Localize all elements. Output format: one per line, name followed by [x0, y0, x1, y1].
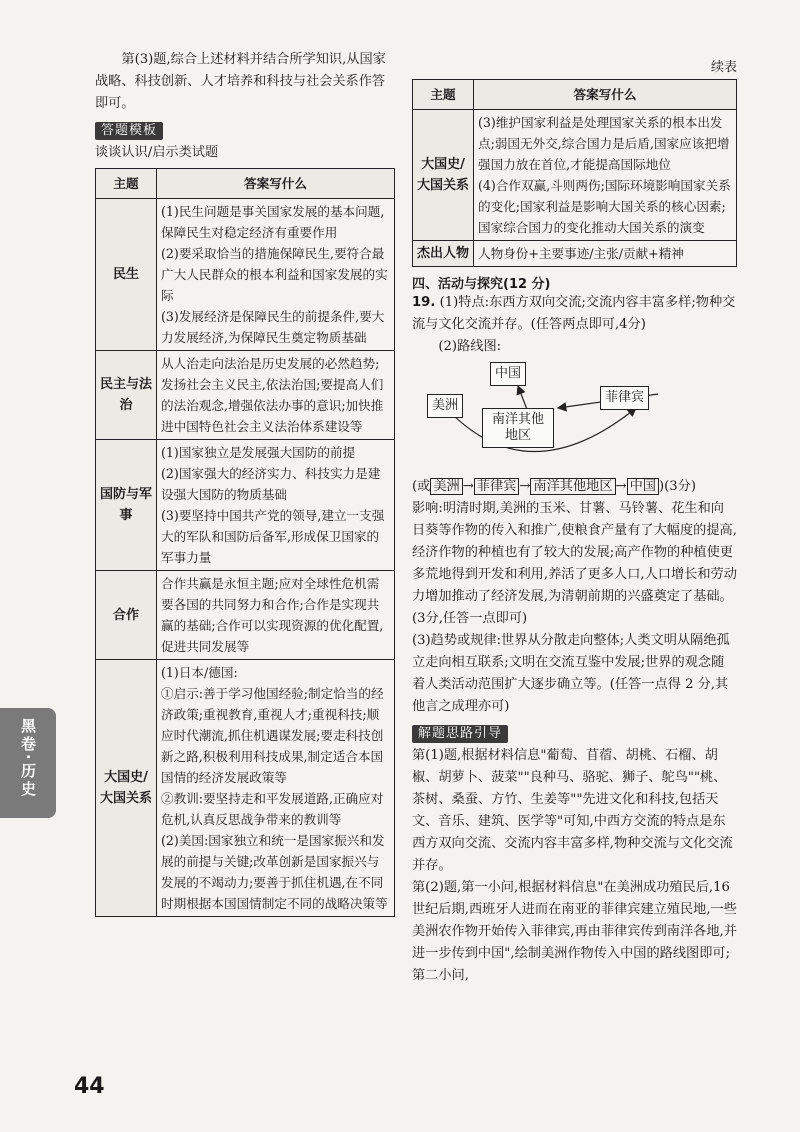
q19-part1-text: (1)特点:东西方双向交流;交流内容丰富多样;物种交流与文化交流并存。(任答两点即可,4分) [412, 295, 736, 332]
row-content: 合作共赢是永恒主题;应对全球性危机需要各国的共同努力和合作;合作是实现共赢的基础;合作可以实现资源的优化配置,促进共同发展等 [157, 571, 395, 660]
row-content: 人物身份+主要事迹/主张/贡献+精神 [474, 241, 737, 267]
table-row [413, 110, 737, 241]
row-topic: 国防与军事 [96, 440, 157, 571]
guide-paragraph-2: 第(2)题,第一小问,根据材料信息"在美洲成功殖民后,16 世纪后期,西班牙人进而在南亚的菲律宾建立殖民地,一些美洲农作物开始传入菲律宾,再由菲律宾传到南洋各地,并进一步传到中国",绘制美洲作物传入中国的路线图即可;第二小问, [412, 880, 737, 983]
route-arrows [422, 362, 722, 472]
chain-item: 美洲 [430, 478, 462, 495]
row-topic: 杰出人物 [413, 241, 474, 267]
subject-side-tab [0, 708, 56, 818]
answer-template-table [95, 168, 395, 917]
route-diagram [422, 362, 722, 472]
table-row [96, 571, 395, 660]
table-row [413, 241, 737, 267]
table-row [96, 351, 395, 440]
header-content: 答案写什么 [157, 169, 395, 199]
table-row [96, 440, 395, 571]
q19-influence: 影响:明清时期,美洲的玉米、甘薯、马铃薯、花生和向日葵等作物的传入和推广,使粮食产量有了大幅度的提高,经济作物的种植也有了较大的发展;高产作物的种植使更多荒地得到开发和利用,养活了更多人口,人口增长和劳动力增加推动了经济发展,为清朝前期的兴盛奠定了基础。(3分,任答一点即可) [412, 501, 737, 626]
table-row [96, 199, 395, 351]
guide-paragraph-1: 第(1)题,根据材料信息"葡萄、苜蓿、胡桃、石榴、胡椒、胡萝卜、菠菜""良种马、骆驼、狮子、鸵鸟""桃、茶树、桑蚕、方竹、生姜等""先进文化和科技,包括天文、音乐、建筑、医学等"可知,中西方交流的特点是东西方双向交流、交流内容丰富多样,物种交流与文化交流并存。 [412, 748, 733, 873]
question-number: 19. [412, 295, 436, 310]
template-header [95, 119, 395, 140]
node-philippines: 菲律宾 [600, 386, 649, 410]
left-column [95, 0, 395, 917]
row-topic: 大国史/大国关系 [96, 660, 157, 917]
q19-part2-label: (2)路线图: [438, 339, 502, 354]
page-number: 44 [74, 1074, 105, 1099]
chain-prefix: (或 [412, 479, 431, 494]
row-topic: 合作 [96, 571, 157, 660]
section-title: 四、活动与探究(12 分) [412, 277, 551, 292]
row-content: (3)维护国家利益是处理国家关系的根本出发点;弱国无外交,综合国力是后盾,国家应该把增强国力放在首位,才能提高国际地位 (4)合作双赢,斗则两伤;国际环境影响国家关系的变化;国家利益是影响大国关系的核心因素;国家综合国力的变化推动大国关系的演变 [474, 110, 737, 241]
right-column [412, 0, 737, 987]
node-americas: 美洲 [427, 394, 463, 418]
chain-item: 中国 [627, 478, 659, 495]
chain-item: 南洋其他地区 [530, 478, 615, 495]
route-chain: (或 美洲 → 菲律宾 → 南洋其他地区 → 中国 )(3分) [412, 479, 696, 494]
side-tab-label: 黑卷·历史 [19, 718, 37, 799]
guide-header [412, 722, 737, 743]
table-header-row [413, 80, 737, 110]
guide-label: 解题思路引导 [412, 725, 508, 743]
template-label: 答题模板 [95, 122, 163, 140]
chain-item: 菲律宾 [474, 478, 520, 495]
continued-table [412, 79, 737, 267]
row-content: (1)国家独立是发展强大国防的前提 (2)国家强大的经济实力、科技实力是建设强大国防的物质基础 (3)要坚持中国共产党的领导,建立一支强大的军队和国防后备军,形成保卫国家的军事力量 [157, 440, 395, 571]
header-content: 答案写什么 [474, 80, 737, 110]
row-topic: 民生 [96, 199, 157, 351]
header-topic: 主题 [96, 169, 157, 199]
node-china: 中国 [490, 362, 526, 386]
table-row [96, 660, 395, 917]
q19-part1 [412, 292, 737, 336]
template-title: 谈谈认识/启示类试题 [95, 145, 219, 160]
chain-suffix: )(3分) [658, 479, 696, 494]
row-content: 从人治走向法治是历史发展的必然趋势;发扬社会主义民主,依法治国;要提高人们的法治观念,增强依法办事的意识;加快推进中国特色社会主义法治体系建设等 [157, 351, 395, 440]
table-header-row [96, 169, 395, 199]
continued-label: 续表 [710, 60, 737, 75]
node-southeast-asia: 南洋其他地区 [482, 408, 554, 448]
row-topic: 大国史/大国关系 [413, 110, 474, 241]
table-body [96, 199, 395, 917]
q19-part3: (3)趋势或规律:世界从分散走向整体;人类文明从隔绝孤立走向相互联系;文明在交流互鉴中发展;世界的观念随着人类活动范围扩大逐步确立等。(任答一点得 2 分,其他言之成理亦可) [412, 633, 730, 714]
intro-paragraph: 第(3)题,综合上述材料并结合所学知识,从国家战略、科技创新、人才培养和科技与社会关系作答即可。 [95, 52, 386, 111]
row-content: (1)民生问题是事关国家发展的基本问题,保障民生对稳定经济有重要作用 (2)要采取恰当的措施保障民生,要符合最广大人民群众的根本利益和国家发展的实际 (3)发展经济是保障民生的前提条件,要大力发展经济,为保障民生奠定物质基础 [157, 199, 395, 351]
row-topic: 民主与法治 [96, 351, 157, 440]
row-content: (1)日本/德国: ①启示:善于学习他国经验;制定恰当的经济政策;重视教育,重视人才;重视科技;顺应时代潮流,抓住机遇谋发展;要走科技创新之路,积极利用科技成果,制定适合本国国情的经济发展政策等 ②教训:要坚持走和平发展道路,正确应对危机,认真反思战争带来的教训等 (2)美国:国家独立和统一是国家振兴和发展的前提与关键;改革创新是国家振兴与发展的不竭动力;要善于抓住机遇,在不同时期根据本国国情制定不同的战略决策等 [157, 660, 395, 917]
header-topic: 主题 [413, 80, 474, 110]
table-body [413, 110, 737, 267]
